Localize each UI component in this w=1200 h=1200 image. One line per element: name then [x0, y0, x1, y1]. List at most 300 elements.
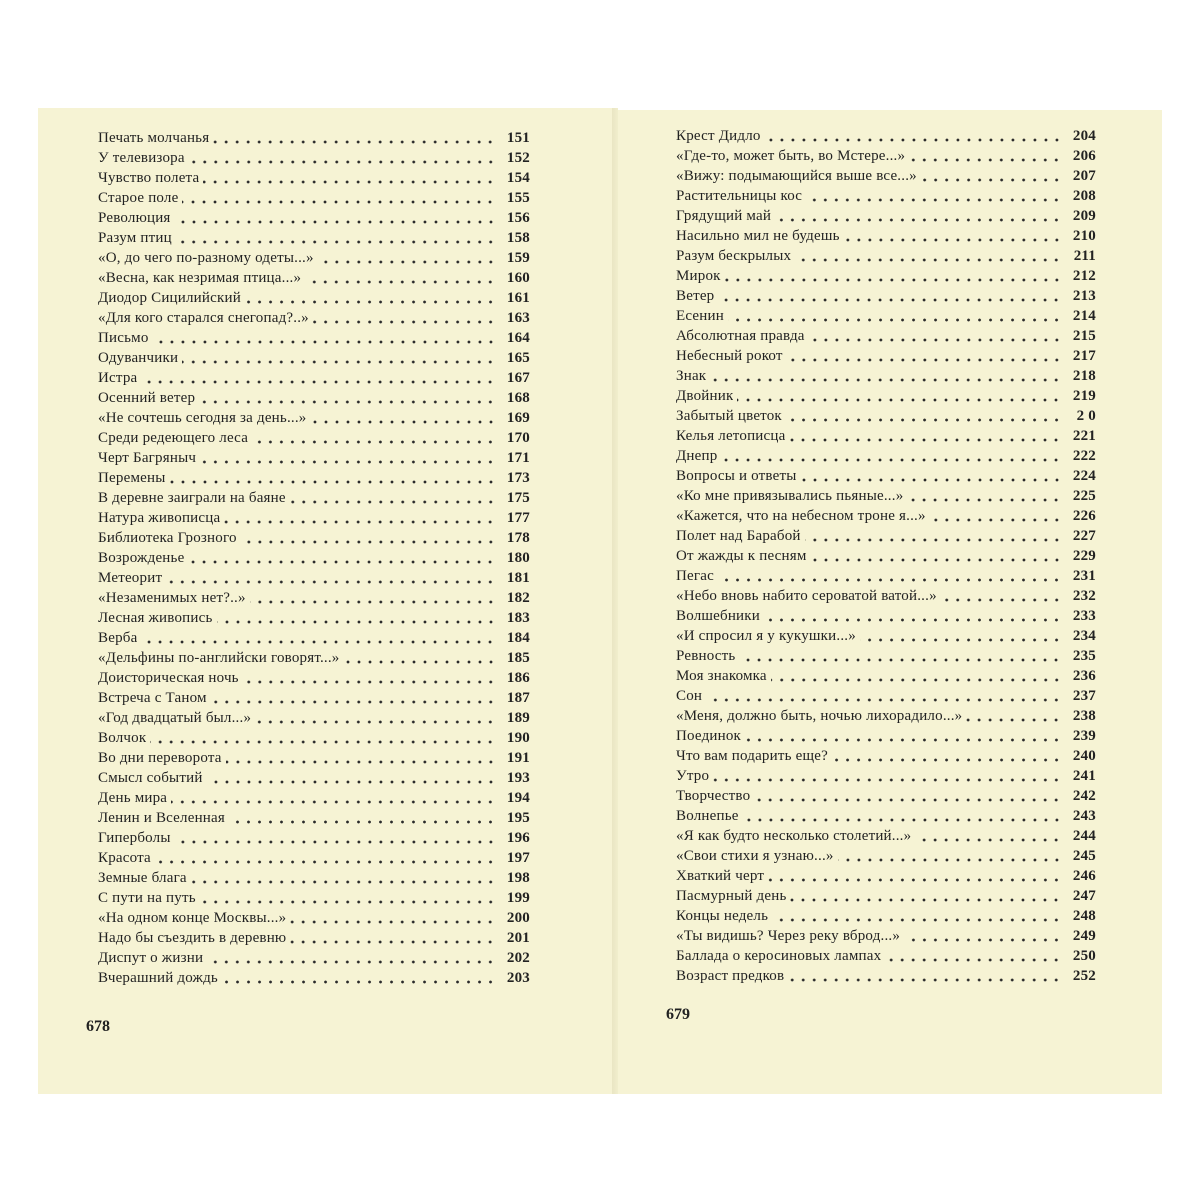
toc-entry	[98, 548, 530, 568]
dot-leader	[771, 677, 1062, 683]
toc-entry-title: Ревность	[676, 648, 736, 664]
dot-leader	[809, 337, 1062, 343]
toc-entry-title: Вчерашний дождь	[98, 970, 218, 986]
toc-entry	[98, 808, 530, 828]
toc-entry-title: Днепр	[676, 448, 718, 464]
toc-entry-page-number: 212	[1072, 268, 1096, 284]
toc-entry-title: Моя знакомка	[676, 668, 767, 684]
toc-entry-page-number: 181	[506, 570, 530, 586]
toc-entry	[98, 728, 530, 748]
toc-entry-title: «Я как будто несколько столетий...»	[676, 828, 912, 844]
toc-entry	[676, 826, 1096, 846]
toc-entry-page-number: 154	[506, 170, 530, 186]
toc-entry-title: «Дельфины по-английски говорят...»	[98, 650, 340, 666]
toc-entry-page-number: 211	[1073, 248, 1096, 264]
toc-entry	[98, 688, 530, 708]
toc-entry-title: «На одном конце Москвы...»	[98, 910, 287, 926]
toc-entry	[98, 368, 530, 388]
toc-entry-title: Волнепье	[676, 808, 739, 824]
toc-list-right	[676, 126, 1096, 986]
toc-entry	[98, 968, 530, 988]
dot-leader	[907, 497, 1062, 503]
toc-entry-page-number: 159	[506, 250, 530, 266]
toc-entry-page-number: 210	[1072, 228, 1096, 244]
toc-entry	[98, 868, 530, 888]
dot-leader	[213, 139, 496, 145]
toc-entry-title: Что вам подарить еще?	[676, 748, 828, 764]
dot-leader	[290, 919, 496, 925]
toc-entry-title: Небесный рокот	[676, 348, 783, 364]
toc-entry	[676, 666, 1096, 686]
toc-entry-title: Метеорит	[98, 570, 163, 586]
toc-entry-page-number: 215	[1072, 328, 1096, 344]
toc-entry	[98, 608, 530, 628]
dot-leader	[243, 679, 496, 685]
toc-entry-page-number: 206	[1072, 148, 1096, 164]
toc-entry-title: Абсолютная правда	[676, 328, 805, 344]
toc-entry-page-number: 217	[1072, 348, 1096, 364]
toc-entry-title: Волчок	[98, 730, 147, 746]
toc-entry-page-number: 165	[506, 350, 530, 366]
dot-leader	[200, 459, 496, 465]
toc-entry	[98, 488, 530, 508]
toc-entry-page-number: 191	[506, 750, 530, 766]
toc-entry-page-number: 234	[1072, 628, 1096, 644]
toc-entry-title: Надо бы съездить в деревню	[98, 930, 287, 946]
toc-entry-page-number: 164	[506, 330, 530, 346]
toc-entry-page-number: 178	[506, 530, 530, 546]
toc-entry	[98, 388, 530, 408]
toc-entry-page-number: 182	[506, 590, 530, 606]
toc-entry-title: Диспут о жизни	[98, 950, 204, 966]
dot-leader	[706, 697, 1062, 703]
toc-entry-page-number: 225	[1072, 488, 1096, 504]
dot-leader	[318, 259, 496, 265]
toc-entry	[676, 566, 1096, 586]
toc-entry	[676, 766, 1096, 786]
toc-entry	[676, 166, 1096, 186]
toc-entry	[676, 966, 1096, 986]
toc-entry-page-number: 207	[1072, 168, 1096, 184]
toc-entry	[98, 268, 530, 288]
toc-entry	[98, 468, 530, 488]
toc-entry-page-number: 232	[1072, 588, 1096, 604]
page-number-left: 678	[86, 1018, 110, 1035]
toc-entry-page-number: 208	[1072, 188, 1096, 204]
toc-entry	[676, 866, 1096, 886]
dot-leader	[170, 479, 496, 485]
toc-entry-page-number: 203	[506, 970, 530, 986]
toc-entry-title: «О, до чего по-разному одеты...»	[98, 250, 314, 266]
toc-entry-page-number: 237	[1072, 688, 1096, 704]
toc-entry-title: Верба	[98, 630, 138, 646]
dot-leader	[245, 299, 496, 305]
toc-entry	[676, 746, 1096, 766]
dot-leader	[171, 799, 496, 805]
toc-entry-title: Есенин	[676, 308, 724, 324]
toc-entry-title: Диодор Сицилийский	[98, 290, 241, 306]
toc-entry-page-number: 201	[506, 930, 530, 946]
toc-entry-page-number: 219	[1072, 388, 1096, 404]
toc-entry-page-number: 214	[1072, 308, 1096, 324]
toc-entry-page-number: 227	[1072, 528, 1096, 544]
toc-entry-page-number: 155	[506, 190, 530, 206]
dot-leader	[811, 557, 1062, 563]
toc-entry	[676, 266, 1096, 286]
toc-entry-title: Знак	[676, 368, 707, 384]
toc-entry-page-number: 175	[506, 490, 530, 506]
left-page	[38, 108, 612, 1094]
dot-leader	[191, 879, 496, 885]
toc-entry	[676, 726, 1096, 746]
toc-entry-title: Пегас	[676, 568, 714, 584]
toc-entry	[98, 428, 530, 448]
dot-leader	[787, 357, 1062, 363]
toc-entry	[98, 128, 530, 148]
dot-leader	[754, 797, 1062, 803]
toc-entry-title: Растительницы кос	[676, 188, 803, 204]
toc-entry-page-number: 221	[1072, 428, 1096, 444]
toc-entry	[98, 848, 530, 868]
toc-entry-page-number: 204	[1072, 128, 1096, 144]
toc-entry-title: Вопросы и ответы	[676, 468, 797, 484]
toc-entry-page-number: 184	[506, 630, 530, 646]
toc-entry-title: Возрожденье	[98, 550, 185, 566]
dot-leader	[768, 877, 1062, 883]
toc-entry-page-number: 194	[506, 790, 530, 806]
toc-entry	[98, 708, 530, 728]
toc-entry-title: Творчество	[676, 788, 751, 804]
toc-entry	[98, 788, 530, 808]
toc-entry-title: «Вижу: подымающийся выше все...»	[676, 168, 917, 184]
toc-entry	[676, 426, 1096, 446]
toc-entry-page-number: 158	[506, 230, 530, 246]
toc-entry	[98, 308, 530, 328]
toc-entry	[676, 606, 1096, 626]
toc-entry	[98, 408, 530, 428]
toc-entry	[98, 748, 530, 768]
toc-entry-page-number: 222	[1072, 448, 1096, 464]
dot-leader	[207, 959, 496, 965]
toc-entry-page-number: 156	[506, 210, 530, 226]
toc-entry-page-number: 248	[1072, 908, 1096, 924]
toc-entry	[98, 248, 530, 268]
toc-entry	[676, 486, 1096, 506]
dot-leader	[764, 617, 1062, 623]
dot-leader	[718, 577, 1062, 583]
toc-entry-page-number: 161	[506, 290, 530, 306]
toc-entry-title: Смысл событий	[98, 770, 203, 786]
toc-entry-page-number: 168	[506, 390, 530, 406]
dot-leader	[150, 739, 496, 745]
toc-entry-title: Письмо	[98, 330, 149, 346]
toc-entry-page-number: 213	[1072, 288, 1096, 304]
toc-entry	[676, 366, 1096, 386]
dot-leader	[915, 837, 1062, 843]
toc-entry-title: Перемены	[98, 470, 166, 486]
toc-entry	[98, 628, 530, 648]
toc-entry	[676, 846, 1096, 866]
dot-leader	[182, 359, 496, 365]
toc-entry-title: Возраст предков	[676, 968, 785, 984]
toc-entry-page-number: 247	[1072, 888, 1096, 904]
toc-entry-page-number: 196	[506, 830, 530, 846]
toc-entry	[676, 906, 1096, 926]
toc-entry-title: Полет над Барабой	[676, 528, 801, 544]
toc-entry	[676, 186, 1096, 206]
dot-leader	[176, 239, 496, 245]
toc-entry	[676, 146, 1096, 166]
toc-entry	[98, 648, 530, 668]
dot-leader	[305, 279, 496, 285]
dot-leader	[250, 599, 496, 605]
dot-leader	[141, 379, 496, 385]
toc-entry-page-number: 173	[506, 470, 530, 486]
toc-entry-title: Осенний ветер	[98, 390, 196, 406]
toc-entry	[98, 668, 530, 688]
dot-leader	[795, 257, 1062, 263]
dot-leader	[222, 979, 496, 985]
dot-leader	[182, 199, 496, 205]
toc-entry-page-number: 243	[1072, 808, 1096, 824]
toc-entry-title: Утро	[676, 768, 710, 784]
right-page	[618, 110, 1162, 1094]
toc-entry-page-number: 189	[506, 710, 530, 726]
dot-leader	[743, 817, 1062, 823]
dot-leader	[765, 137, 1062, 143]
dot-leader	[241, 539, 496, 545]
toc-entry-page-number: 160	[506, 270, 530, 286]
toc-entry	[676, 206, 1096, 226]
toc-entry-page-number: 244	[1072, 828, 1096, 844]
dot-leader	[155, 859, 496, 865]
dot-leader	[728, 317, 1062, 323]
toc-entry	[676, 806, 1096, 826]
dot-leader	[745, 737, 1062, 743]
toc-entry-title: У телевизора	[98, 150, 185, 166]
dot-leader	[838, 857, 1062, 863]
toc-entry-title: «И спросил я у кукушки...»	[676, 628, 856, 644]
dot-leader	[805, 537, 1062, 543]
toc-entry-page-number: 2 0	[1076, 408, 1096, 424]
dot-leader	[344, 659, 497, 665]
dot-leader	[175, 219, 496, 225]
toc-entry-page-number: 229	[1072, 548, 1096, 564]
dot-leader	[737, 397, 1062, 403]
toc-entry	[676, 406, 1096, 426]
dot-leader	[229, 819, 496, 825]
dot-leader	[832, 757, 1062, 763]
toc-entry-title: Во дни переворота	[98, 750, 222, 766]
dot-leader	[226, 759, 496, 765]
toc-entry-title: Келья летописца	[676, 428, 786, 444]
toc-entry	[676, 946, 1096, 966]
toc-entry-title: Библиотека Грозного	[98, 530, 237, 546]
toc-entry-title: Баллада о керосиновых лампах	[676, 948, 882, 964]
toc-entry	[98, 828, 530, 848]
toc-entry-title: Красота	[98, 850, 151, 866]
toc-entry-title: Поединок	[676, 728, 742, 744]
dot-leader	[718, 297, 1062, 303]
toc-entry-title: Черт Багряныч	[98, 450, 197, 466]
dot-leader	[211, 699, 496, 705]
toc-entry-title: Крест Дидло	[676, 128, 761, 144]
toc-entry-title: Гиперболы	[98, 830, 171, 846]
dot-leader	[725, 277, 1062, 283]
toc-entry-title: День мира	[98, 790, 168, 806]
toc-entry-title: Хваткий черт	[676, 868, 765, 884]
toc-entry	[98, 288, 530, 308]
toc-entry	[98, 768, 530, 788]
dot-leader	[789, 437, 1062, 443]
toc-entry-title: «Ты видишь? Через реку вброд...»	[676, 928, 901, 944]
dot-leader	[786, 417, 1062, 423]
toc-entry-title: С пути на путь	[98, 890, 196, 906]
toc-entry-title: «Для кого старался снегопад?..»	[98, 310, 309, 326]
dot-leader	[790, 897, 1062, 903]
toc-entry	[676, 386, 1096, 406]
toc-entry-title: «Свои стихи я узнаю...»	[676, 848, 834, 864]
toc-entry-page-number: 180	[506, 550, 530, 566]
toc-entry-page-number: 199	[506, 890, 530, 906]
toc-entry-page-number: 163	[506, 310, 530, 326]
toc-entry-page-number: 151	[506, 130, 530, 146]
page-number-right: 679	[666, 1006, 690, 1023]
dot-leader	[772, 917, 1062, 923]
dot-leader	[739, 657, 1062, 663]
toc-entry-title: Среди редеющего леса	[98, 430, 249, 446]
toc-entry	[98, 928, 530, 948]
toc-entry-page-number: 183	[506, 610, 530, 626]
toc-entry	[676, 686, 1096, 706]
toc-entry	[98, 568, 530, 588]
toc-entry-title: «Весна, как незримая птица...»	[98, 270, 302, 286]
toc-entry-page-number: 198	[506, 870, 530, 886]
toc-entry-title: Старое поле	[98, 190, 179, 206]
toc-entry-title: Разум птиц	[98, 230, 172, 246]
toc-entry	[676, 886, 1096, 906]
toc-entry	[676, 466, 1096, 486]
dot-leader	[207, 779, 496, 785]
toc-entry	[676, 246, 1096, 266]
dot-leader	[311, 419, 496, 425]
toc-entry	[676, 446, 1096, 466]
toc-entry	[98, 908, 530, 928]
toc-entry-page-number: 236	[1072, 668, 1096, 684]
toc-entry-page-number: 190	[506, 730, 530, 746]
dot-leader	[290, 939, 496, 945]
toc-entry	[98, 888, 530, 908]
dot-leader	[966, 717, 1062, 723]
toc-entry-title: Истра	[98, 370, 138, 386]
toc-entry-page-number: 242	[1072, 788, 1096, 804]
toc-entry-title: «Год двадцатый был...»	[98, 710, 252, 726]
dot-leader	[224, 519, 496, 525]
toc-entry-page-number: 235	[1072, 648, 1096, 664]
toc-entry-page-number: 245	[1072, 848, 1096, 864]
dot-leader	[909, 157, 1062, 163]
toc-entry	[676, 286, 1096, 306]
toc-entry	[98, 168, 530, 188]
toc-entry	[98, 528, 530, 548]
toc-entry-title: Грядущий май	[676, 208, 772, 224]
dot-leader	[252, 439, 496, 445]
toc-entry	[98, 188, 530, 208]
toc-entry-page-number: 177	[506, 510, 530, 526]
toc-entry-page-number: 200	[506, 910, 530, 926]
toc-entry	[676, 586, 1096, 606]
toc-entry-title: От жажды к песням	[676, 548, 807, 564]
dot-leader	[844, 237, 1062, 243]
toc-entry-page-number: 186	[506, 670, 530, 686]
dot-leader	[255, 719, 496, 725]
toc-entry-title: «Небо вновь набито сероватой ватой...»	[676, 588, 937, 604]
dot-leader	[775, 217, 1062, 223]
toc-entry-title: Встреча с Таном	[98, 690, 207, 706]
toc-entry	[98, 448, 530, 468]
dot-leader	[153, 339, 496, 345]
toc-entry	[676, 226, 1096, 246]
dot-leader	[217, 619, 496, 625]
toc-entry	[98, 148, 530, 168]
toc-entry-title: «Незаменимых нет?..»	[98, 590, 246, 606]
toc-entry	[676, 326, 1096, 346]
dot-leader	[166, 579, 496, 585]
toc-entry-page-number: 171	[506, 450, 530, 466]
dot-leader	[801, 477, 1062, 483]
dot-leader	[721, 457, 1062, 463]
toc-entry-page-number: 218	[1072, 368, 1096, 384]
dot-leader	[199, 399, 496, 405]
toc-entry	[676, 646, 1096, 666]
toc-entry	[676, 626, 1096, 646]
toc-entry-page-number: 224	[1072, 468, 1096, 484]
toc-entry-page-number: 170	[506, 430, 530, 446]
toc-entry-title: Мирок	[676, 268, 721, 284]
toc-entry-title: Лесная живопись	[98, 610, 213, 626]
toc-entry-page-number: 250	[1072, 948, 1096, 964]
toc-entry-page-number: 240	[1072, 748, 1096, 764]
dot-leader	[806, 197, 1062, 203]
toc-entry	[676, 126, 1096, 146]
toc-entry-title: Сон	[676, 688, 703, 704]
toc-entry	[98, 208, 530, 228]
toc-entry-title: Земные блага	[98, 870, 187, 886]
toc-entry-title: «Ко мне привязывались пьяные...»	[676, 488, 904, 504]
toc-entry-title: «Меня, должно быть, ночью лихорадило...»	[676, 708, 963, 724]
toc-entry	[98, 588, 530, 608]
toc-entry-title: Чувство полета	[98, 170, 200, 186]
toc-entry-page-number: 195	[506, 810, 530, 826]
dot-leader	[200, 899, 496, 905]
toc-entry-title: Концы недель	[676, 908, 769, 924]
toc-entry-title: «Кажется, что на небесном троне я...»	[676, 508, 926, 524]
toc-entry	[676, 526, 1096, 546]
toc-entry	[676, 706, 1096, 726]
toc-entry-title: Разум бескрылых	[676, 248, 792, 264]
toc-entry-title: Революция	[98, 210, 171, 226]
toc-entry-title: Натура живописца	[98, 510, 221, 526]
dot-leader	[203, 179, 496, 185]
dot-leader	[313, 319, 496, 325]
toc-entry-title: В деревне заиграли на баяне	[98, 490, 286, 506]
toc-list-left	[98, 130, 530, 988]
toc-entry-page-number: 246	[1072, 868, 1096, 884]
toc-entry	[98, 348, 530, 368]
toc-entry	[98, 328, 530, 348]
toc-entry	[98, 508, 530, 528]
toc-entry-page-number: 241	[1072, 768, 1096, 784]
